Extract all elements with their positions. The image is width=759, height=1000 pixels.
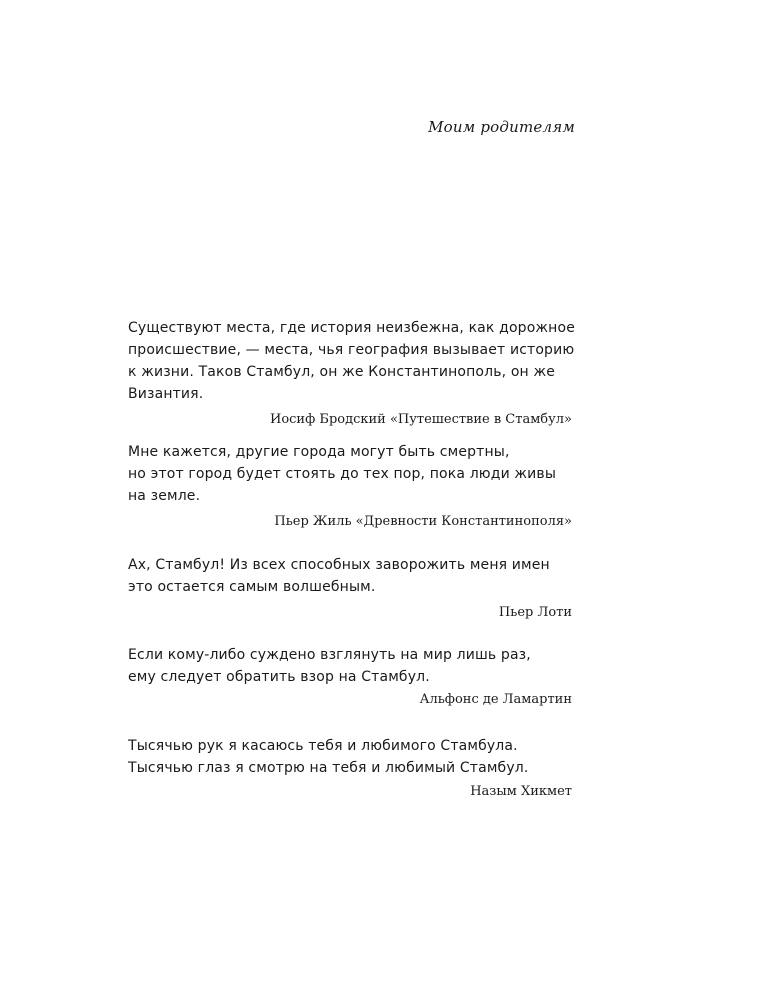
attribution: Альфонс де Ламартин	[419, 692, 572, 707]
epigraph-loti	[128, 554, 574, 623]
quote-line: Если кому-либо суждено взглянуть на мир лишь раз,	[128, 647, 531, 663]
epigraph-gilles	[128, 441, 574, 532]
quote-line: Тысячью глаз я смотрю на тебя и любимый Стамбул.	[128, 760, 529, 776]
epigraph-hikmet	[128, 735, 574, 802]
quote-line: Византия.	[128, 386, 204, 402]
attribution: Пьер Жиль «Древности Константинополя»	[274, 514, 572, 529]
quote-line: но этот город будет стоять до тех пор, пока люди живы	[128, 466, 557, 482]
quote-line: Тысячью рук я касаюсь тебя и любимого Стамбула.	[128, 738, 518, 754]
attribution: Назым Хикмет	[470, 784, 572, 799]
quote-line: на земле.	[128, 488, 201, 504]
quote-line: происшествие, — места, чья география вызывает историю	[128, 342, 575, 358]
attribution: Иосиф Бродский «Путешествие в Стамбул»	[269, 412, 572, 427]
dedication: Моим родителям	[428, 118, 575, 136]
epigraph-lamartine	[128, 644, 574, 710]
epigraph-brodsky	[128, 317, 574, 430]
quote-line: это остается самым волшебным.	[128, 579, 376, 595]
quote-line: Мне кажется, другие города могут быть смертны,	[128, 444, 510, 460]
quote-line: к жизни. Таков Стамбул, он же Константинополь, он же	[128, 364, 555, 380]
quote-line: Ах, Стамбул! Из всех способных заворожить меня имен	[128, 557, 550, 573]
attribution: Пьер Лоти	[498, 605, 572, 620]
quote-line: ему следует обратить взор на Стамбул.	[128, 669, 430, 685]
quote-line: Существуют места, где история неизбежна, как дорожное	[128, 320, 575, 336]
